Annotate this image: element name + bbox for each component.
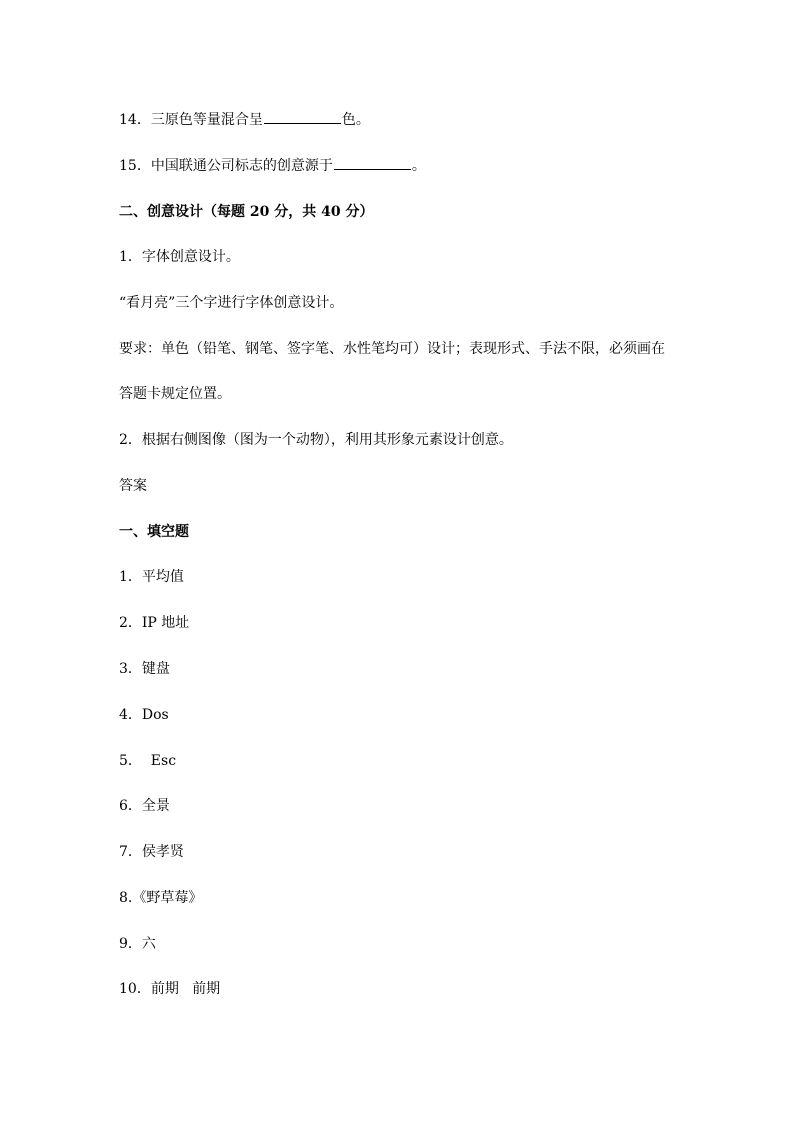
answers-heading: 答案	[119, 478, 147, 494]
answer-item: 8.《野草莓》	[119, 890, 203, 906]
question-text-after: 色。	[341, 112, 370, 128]
question-number: 15．	[119, 158, 151, 174]
question-text: 三原色等量混合呈	[150, 112, 263, 128]
answer-item: 2．IP 地址	[119, 615, 190, 631]
answers-section1-heading: 一、填空题	[119, 524, 189, 540]
answer-item: 4．Dos	[119, 707, 169, 723]
question-15	[119, 157, 426, 175]
question-text: 中国联通公司标志的创意源于	[150, 158, 333, 174]
answer-item: 7．侯孝贤	[119, 844, 184, 860]
section2-q1-desc: “看月亮”三个字进行字体创意设计。	[119, 295, 344, 311]
section2-q1-requirement-line2: 答题卡规定位置。	[119, 386, 231, 402]
answer-item: 10．前期 前期	[119, 981, 221, 997]
section2-heading: 二、创意设计（每题 20 分，共 40 分）	[119, 204, 374, 220]
section2-q2-title: 2．根据右侧图像（图为一个动物），利用其形象元素设计创意。	[119, 432, 513, 448]
answer-item: 9．六	[119, 936, 156, 952]
question-text-after: 。	[411, 158, 426, 174]
question-number: 14．	[119, 112, 151, 128]
section2-q1-title: 1．字体创意设计。	[119, 249, 240, 265]
answer-item: 6．全景	[119, 798, 170, 814]
section2-q1-requirement-line1: 要求：单色（铅笔、钢笔、签字笔、水性笔均可）设计；表现形式、手法不限，必须画在	[119, 341, 665, 357]
answer-item: 3．键盘	[119, 661, 170, 677]
answer-item: 5． Esc	[119, 753, 177, 769]
answer-blank	[264, 111, 341, 124]
answer-blank	[334, 157, 411, 170]
question-14	[119, 111, 370, 129]
answer-item: 1．平均值	[119, 569, 184, 585]
